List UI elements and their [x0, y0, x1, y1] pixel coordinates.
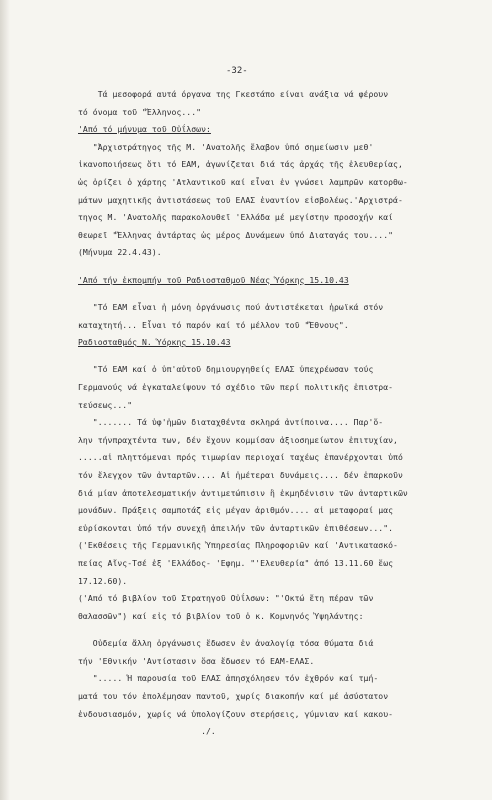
text-line: μονάδων. Πράξεις σαμποτάζ εἰς μέγαν ἀριθμόν.... αἱ μεταφοραί μας [78, 505, 394, 516]
text-line: τεύσεως..." [78, 399, 133, 410]
text-line: θαλασσῶν") καί εἰς τό βιβλίον τοῦ ὁ κ. Κομνηνός Ὑψηλάντης: [78, 610, 364, 621]
text-line: ./. [78, 726, 216, 737]
text-line: "Τό ΕΑΜ καί ὁ ὑπ'αὐτοῦ δημιουργηθείς ΕΛΑΣ ὑπεχρέωσαν τούς [78, 364, 374, 375]
text-line: τηγος Μ. 'Ανατολῆς παρακολουθεῖ 'Ελλάδα μέ μεγίστην προσοχήν καί [78, 212, 394, 223]
text-line: πείας Αἴνς-Τσέ ἐξ 'Ελλάδος- 'Εφημ. "'Ελευθερία" ἀπό 13.11.60 ἕως [78, 558, 394, 569]
text-line: Ραδιοσταθμός Ν. Ὑόρκης 15.10.43 [78, 337, 231, 348]
text-line: τήν 'Εθνικήν 'Αντίστασιν ὅσα ἔδωσεν τό ΕΑΜ-ΕΛΑΣ. [78, 655, 315, 666]
text-line: μάτων μαχητικῆς ἀντιστάσεως τοῦ ΕΛΑΣ ἐναντίον εἰσβολέως.'Αρχιστρά- [78, 194, 403, 205]
text-line: 17.12.60). [78, 575, 128, 586]
text-line: .....αἱ πληττόμεναι πρός τιμωρίαν περιοχαί ταχέως ἐπανέρχονται ὑπό [78, 452, 403, 463]
text-line: "....... Τά ὑφ'ἡμῶν διαταχθέντα σκληρά ἀντίποινα.... Παρ'ὅ- [78, 417, 384, 428]
text-line: 'Από τό μήνυμα τοῦ Οὐΐλσων: [78, 124, 211, 135]
text-line: διά μίαν ἀποτελεσματικήν ἀντιμετώπισιν ἢ ἐκμηδένισιν τῶν ἀνταρτικῶν [78, 487, 408, 498]
text-line: τό όνομα τοῦ "Ἕλληνος..." [78, 106, 202, 117]
text-line: καταχτητή... Εἶναι τό παρόν καί τό μέλλον τοῦ "Ἔθνους". [78, 319, 349, 330]
text-line: εὑρίσκονται ὑπό τήν συνεχῆ ἀπειλήν τῶν ἀνταρτικῶν ἐπιθέσεων...". [78, 522, 394, 533]
text-line: 'Από τήν ἐκπομπήν τοῦ Ραδιοσταθμοῦ Νέας Ὑόρκης 15.10.43 [78, 274, 349, 285]
text-line: ('Από τό βιβλίον τοῦ Στρατηγοῦ Οὐΐλσων: "'Οκτώ ἔτη πέραν τῶν [78, 593, 374, 604]
text-line: ἐνδουσιασμόν, χωρίς νά ὑπολογίζουν στερήσεις, γύμνιαν καί κακου- [78, 708, 394, 719]
text-line: "..... Ἡ παρουσία τοῦ ΕΛΑΣ ἀπησχόλησεν τόν ἐχθρόν καί τμή- [78, 673, 379, 684]
text-line: Τά μεσοφορά αυτά όργανα της Γκεστάπο είναι ανάξια νά φέρουν [78, 89, 389, 99]
text-line: τόν ἔλεγχον τῶν ἀνταρτῶν.... Αἱ ἡμέτεραι δυνάμεις.... δέν ἐπαρκοῦν [78, 470, 403, 481]
text-line: ὡς ὁρίζει ὁ χάρτης 'Ατλαντικοῦ καί εἶναι ἐν γνώσει λαμπρῶν κατορθω- [78, 177, 408, 187]
text-line: "Τό ΕΑΜ εἶναι ἡ μόνη ὀργάνωσις πού ἀντιστέκεται ἡρωϊκά στόν [78, 301, 384, 312]
text-line: ἱκανοποιήσεως ὅτι τό ΕΑΜ, ἀγωνίζεται διά τάς ἀρχάς τῆς ἐλευθερίας, [78, 159, 403, 170]
text-line: Οὐδεμία ἄλλη ὀργάνωσις ἔδωσεν ἐν ἀναλογίᾳ τόσα θύματα διά [78, 638, 374, 649]
page-number: -32- [226, 66, 248, 76]
text-line: (Μήνυμα 22.4.43). [78, 247, 162, 258]
text-line: λην τήνπραχτέντα των, δέν ἔχουν κομμίσαν ἀξιοσημείωτον ἐπιτυχίαν, [78, 434, 398, 445]
text-line: ματά του τόν ἐπολέμησαν παντοῦ, χωρίς διακοπήν καί μέ ἀσύστατον [78, 690, 389, 701]
text-line: Γερμανούς νά ἐγκαταλείψουν τό σχέδιο τῶν περί πολιτικῆς ἐπιστρα- [78, 382, 394, 393]
text-line: ('Εκθέσεις τῆς Γερμανικῆς Ὑπηρεσίας Πληροφοριῶν καί 'Αντικατασκό- [78, 540, 398, 551]
text-line: "Ἀρχιστράτηγος τῆς Μ. 'Ανατολῆς ἔλαβον ὑπό σημείωσιν μεθ' [78, 141, 374, 152]
text-line: θεωρεῖ "Ἕλληνας ἀντάρτας ὡς μέρος Δυνάμεων ὑπό Διαταγάς του...." [78, 229, 394, 240]
